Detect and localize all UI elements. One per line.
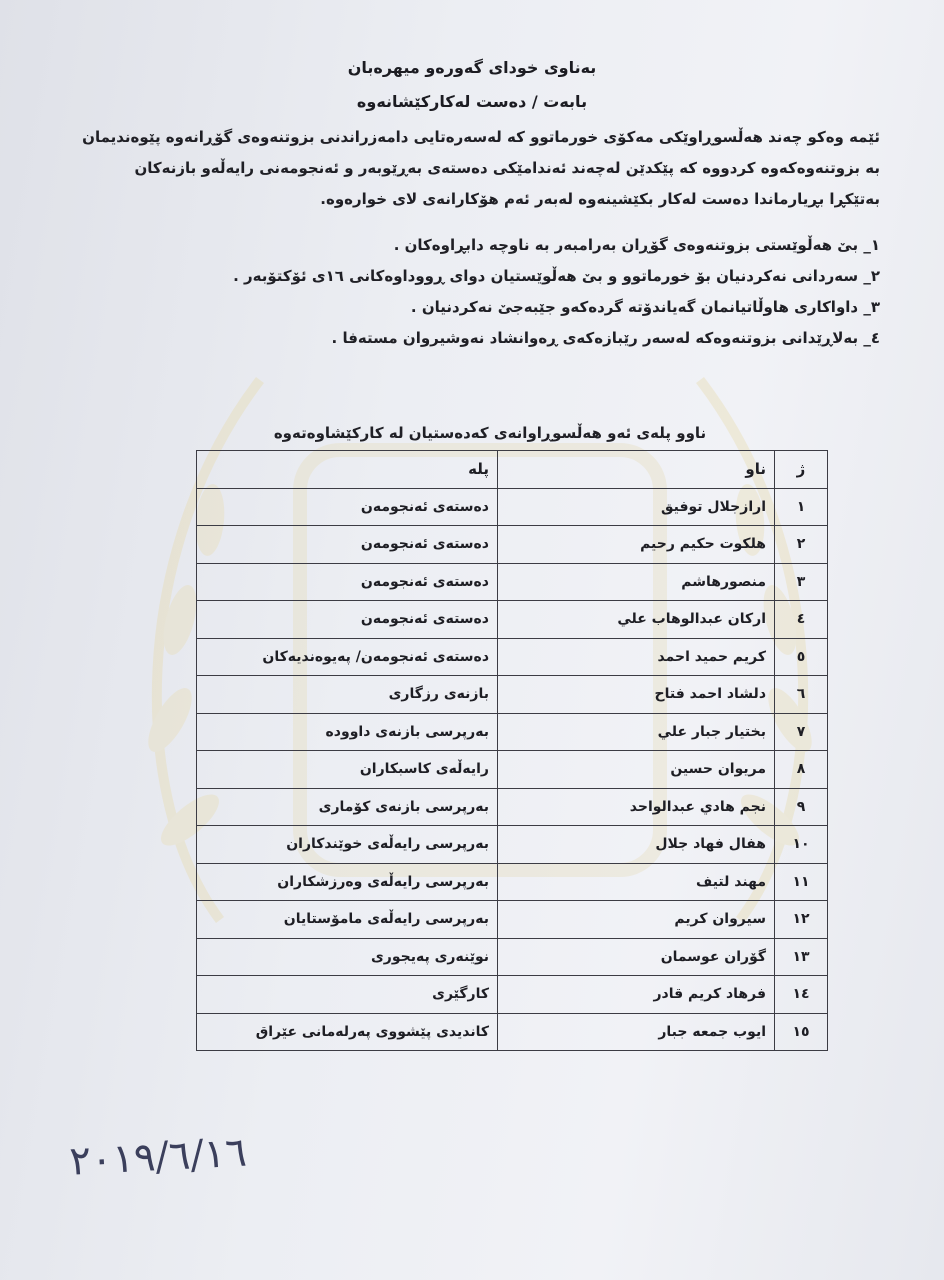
table-row: [197, 788, 828, 826]
row-rank: بەرپرسی رایەڵەی مامۆستایان: [197, 901, 498, 939]
row-rank: دەستەی ئەنجومەن/ پەیوەندیەکان: [197, 638, 498, 676]
table-row: [197, 563, 828, 601]
table-row: [197, 676, 828, 714]
table-row: [197, 826, 828, 864]
row-rank: دەستەی ئەنجومەن: [197, 526, 498, 564]
row-rank: رایەڵەی کاسبکاران: [197, 751, 498, 789]
row-rank: نوێنەری پەیجوری: [197, 938, 498, 976]
table-row: [197, 938, 828, 976]
members-table: [196, 450, 828, 1051]
row-number: ٤: [775, 601, 828, 639]
row-name: فرهاد كريم قادر: [498, 976, 775, 1014]
table-row: [197, 976, 828, 1014]
row-number: ٦: [775, 676, 828, 714]
row-number: ٨: [775, 751, 828, 789]
row-name: ارازجلال توفيق: [498, 488, 775, 526]
row-number: ٢: [775, 526, 828, 564]
table-title: ناوو پلەی ئەو هەڵسوڕاوانەی کەدەستیان لە کارکێشاوەتەوە: [273, 424, 707, 442]
row-rank: بەرپرسی بازنەی کۆماری: [197, 788, 498, 826]
row-name: هفال فهاد جلال: [498, 826, 775, 864]
row-name: مهند لتيف: [498, 863, 775, 901]
header-number: ژ: [775, 451, 828, 489]
row-rank: دەستەی ئەنجومەن: [197, 601, 498, 639]
table-row: [197, 863, 828, 901]
row-number: ٧: [775, 713, 828, 751]
header-rank: پلە: [197, 451, 498, 489]
row-rank: کارگێری: [197, 976, 498, 1014]
row-name: اركان عبدالوهاب علي: [498, 601, 775, 639]
document-heading: بەناوی خودای گەورەو میهرەبان: [347, 58, 597, 77]
row-number: ٣: [775, 563, 828, 601]
table-header-row: [197, 451, 828, 489]
header-name: ناو: [498, 451, 775, 489]
row-name: ايوب جمعه جبار: [498, 1013, 775, 1051]
table-row: [197, 901, 828, 939]
row-name: دلشاد احمد فتاح: [498, 676, 775, 714]
table-row: [197, 713, 828, 751]
row-rank: بەرپرسی رایەڵەی خوێندکاران: [197, 826, 498, 864]
row-rank: بەرپرسی بازنەی داوودە: [197, 713, 498, 751]
row-number: ١: [775, 488, 828, 526]
row-name: مريوان حسين: [498, 751, 775, 789]
row-name: نجم هادي عبدالواحد: [498, 788, 775, 826]
row-number: ١٢: [775, 901, 828, 939]
row-name: بختيار جبار علي: [498, 713, 775, 751]
row-number: ١٤: [775, 976, 828, 1014]
row-rank: بەرپرسی رایەڵەی وەرزشکاران: [197, 863, 498, 901]
table-row: [197, 488, 828, 526]
table-row: [197, 638, 828, 676]
row-number: ١٠: [775, 826, 828, 864]
row-name: سيروان كريم: [498, 901, 775, 939]
row-number: ١١: [775, 863, 828, 901]
row-number: ١٥: [775, 1013, 828, 1051]
reason-item: ٢_ سەردانی نەکردنیان بۆ خورماتوو و بێ هەڵوێستیان دوای ڕووداوەکانی ١٦ی ئۆکتۆبەر .: [233, 267, 880, 285]
intro-paragraph: [60, 122, 880, 215]
row-number: ٥: [775, 638, 828, 676]
row-rank: کاندیدی پێشووی پەرلەمانی عێراق: [197, 1013, 498, 1051]
intro-line: ئێمە وەکو چەند هەڵسوڕاوێکی مەکۆی خورماتوو کە لەسەرەتایی دامەزراندنی بزوتنەوەی گۆڕانەوە پێوەندیمان: [82, 128, 880, 146]
table-row: [197, 526, 828, 564]
row-name: منصورهاشم: [498, 563, 775, 601]
reason-item: ١_ بێ هەڵوێستی بزوتنەوەی گۆڕان بەرامبەر بە ناوچە دابڕاوەکان .: [393, 236, 880, 254]
reason-item: ٣_ داواکاری هاوڵاتیانمان گەیاندۆتە گردەکەو جێبەجێ نەکردنیان .: [410, 298, 880, 316]
row-number: ١٣: [775, 938, 828, 976]
handwritten-date: ٢٠١٩/٦/١٦: [68, 1129, 248, 1185]
row-name: كريم حميد احمد: [498, 638, 775, 676]
intro-line: بە بزوتنەوەکەوە کردووە کە پێکدێن لەچەند ئەندامێکی دەستەی بەڕێوبەر و ئەنجومەنی رایەڵەو بازنەکان: [134, 159, 880, 177]
row-number: ٩: [775, 788, 828, 826]
reasons-list: [60, 230, 880, 354]
row-rank: دەستەی ئەنجومەن: [197, 563, 498, 601]
document-subject: بابەت / دەست لەکارکێشانەوە: [356, 92, 588, 111]
table-row: [197, 751, 828, 789]
table-row: [197, 1013, 828, 1051]
row-name: گۆران عوسمان: [498, 938, 775, 976]
row-rank: بازنەی رزگاری: [197, 676, 498, 714]
intro-line: بەتێکڕا بڕیارماندا دەست لەکار بکێشینەوە لەبەر ئەم هۆکارانەی لای خوارەوە.: [320, 190, 880, 208]
row-rank: دەستەی ئەنجومەن: [197, 488, 498, 526]
table-row: [197, 601, 828, 639]
reason-item: ٤_ بەلاڕێدانی بزوتنەوەکە لەسەر رێبازەکەی ڕەوانشاد نەوشیروان مستەفا .: [331, 329, 880, 347]
row-name: هلكوت حكيم رحيم: [498, 526, 775, 564]
